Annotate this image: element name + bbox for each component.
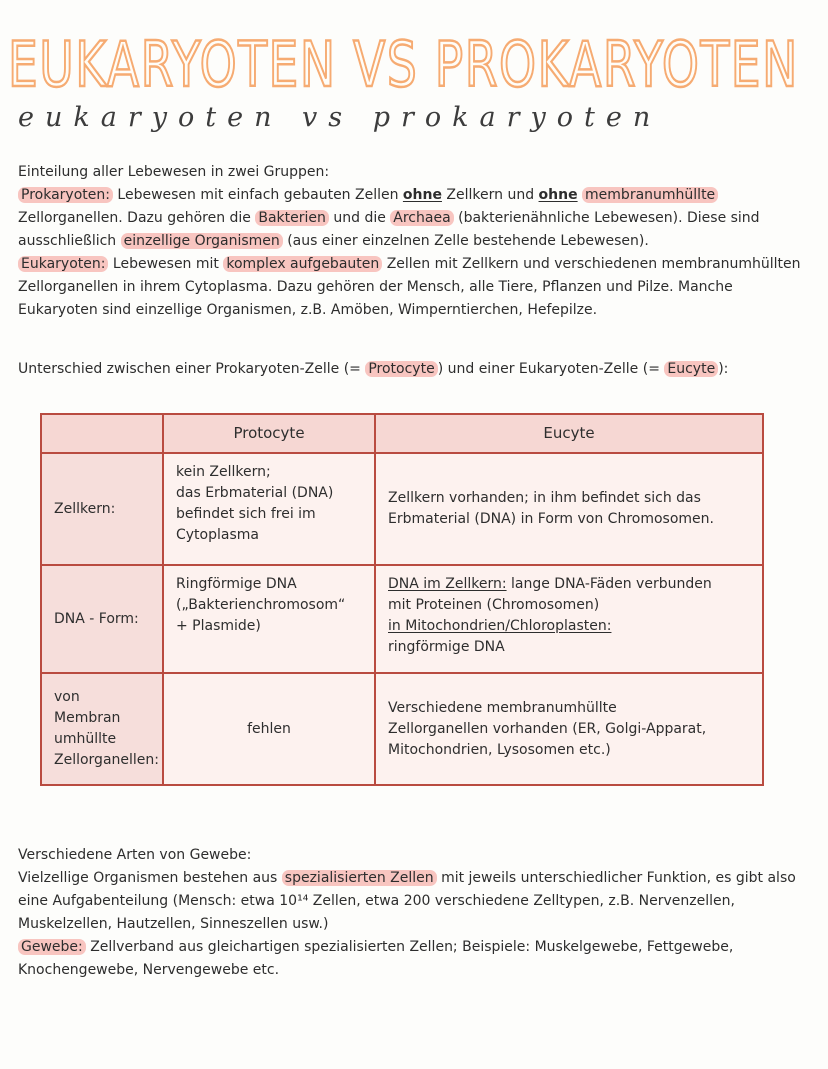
highlight-eucyte: Eucyte [664, 361, 718, 377]
row-label-dna-form: DNA - Form: [41, 565, 163, 673]
intro-heading: Einteilung aller Lebewesen in zwei Gruppen: [18, 164, 330, 180]
difference-section [18, 358, 812, 381]
text-segment: Lebewesen mit einfach gebauten Zellen [112, 187, 403, 203]
text-segment: mit jeweils unterschiedlicher Funktion, es gibt also eine Aufgabenteilung (Mensch: etwa 10¹⁴ Zellen, etwa 200 verschiedene Zelltypen, z.B. Nervenzellen, Muskelzellen, Hautzellen, Sinneszellen usw.) [18, 870, 796, 932]
cell-line: mit Proteinen (Chromosomen) [388, 597, 600, 613]
text-segment: (bakterienähnliche Lebewesen). Diese sind ausschließlich [18, 210, 760, 249]
cell-line: Erbmaterial (DNA) in Form von Chromosomen. [388, 511, 714, 527]
cell-eucyte-zellkern [375, 453, 763, 565]
highlight-gewebe: Gewebe: [18, 939, 86, 955]
highlight-archaea: Archaea [390, 210, 453, 226]
table-header-eucyte: Eucyte [375, 414, 763, 453]
text-segment: ) und einer Eukaryoten-Zelle (= [437, 361, 665, 377]
highlight-prokaryoten: Prokaryoten: [18, 187, 113, 203]
table-header-row [41, 414, 763, 453]
text-segment: Zellen mit Zellkern und verschiedenen membranumhüllten Zellorganellen in ihrem Cytoplasma. Dazu gehören der Mensch, alle Tiere, Pflanzen und Pilze. Manche Eukaryoten sind einzellige Organismen, z.B. Amöben, Wimperntierchen, Hefepilze. [18, 256, 801, 318]
table-header-empty [41, 414, 163, 453]
text-segment: Vielzellige Organismen bestehen aus [18, 870, 282, 886]
cell-line [388, 574, 750, 595]
cell-line: Zellorganellen: [54, 752, 159, 768]
cell-line: Ringförmige DNA [176, 576, 297, 592]
text-segment: Lebewesen mit [108, 256, 224, 272]
cell-eucyte-dna-form [375, 565, 763, 673]
cell-line: Zellorganellen vorhanden (ER, Golgi-Apparat, [388, 720, 707, 737]
cell-line: Mitochondrien, Lysosomen etc.) [388, 741, 611, 758]
cell-protocyte-zellkern [163, 453, 375, 565]
cell-line: Cytoplasma [176, 527, 259, 543]
row-label-zellorganellen [41, 673, 163, 785]
intro-section [18, 161, 812, 322]
page-title: EUKARYOTEN VS PROKARYOTEN [8, 28, 799, 101]
table-header-protocyte: Protocyte [163, 414, 375, 453]
gewebe-section [18, 844, 812, 982]
highlight-spezialisierte-zellen: spezialisierten Zellen [282, 870, 437, 886]
eukaryoten-paragraph [18, 253, 812, 322]
text-segment: lange DNA-Fäden verbunden [506, 576, 712, 592]
underline-dna-im-zellkern: DNA im Zellkern: [388, 576, 507, 592]
highlight-komplex-aufgebauten: komplex aufgebauten [223, 256, 382, 272]
cell-line: Zellkern vorhanden; in ihm befindet sich das [388, 490, 701, 506]
text-segment: Zellorganellen. Dazu gehören die [18, 210, 256, 226]
cell-line: das Erbmaterial (DNA) [176, 485, 334, 501]
gewebe-definition-paragraph [18, 936, 812, 982]
gewebe-heading: Verschiedene Arten von Gewebe: [18, 847, 252, 863]
difference-line [18, 358, 812, 381]
cell-eucyte-zellorganellen [375, 673, 763, 785]
text-segment: Zellkern und [441, 187, 539, 203]
table-row-dna-form [41, 565, 763, 673]
vielzellige-paragraph [18, 867, 812, 936]
text-segment: (aus einer einzelnen Zelle bestehende Lebewesen). [282, 233, 649, 249]
table-row-zellorganellen [41, 673, 763, 785]
highlight-bakterien: Bakterien [255, 210, 329, 226]
cell-line: ringförmige DNA [388, 639, 505, 655]
text-segment: Zellverband aus gleichartigen spezialisierten Zellen; Beispiele: Muskelgewebe, Fettgewebe, Knochengewebe, Nervengewebe etc. [18, 939, 734, 978]
title-block [0, 0, 828, 133]
underline-mitochondrien-chloroplasten: in Mitochondrien/Chloroplasten: [388, 618, 612, 634]
highlight-protocyte: Protocyte [365, 361, 437, 377]
underline-ohne-2: ohne [538, 187, 578, 203]
highlight-eukaryoten: Eukaryoten: [18, 256, 108, 272]
cell-line: kein Zellkern; [176, 464, 271, 480]
cell-protocyte-zellorganellen: fehlen [163, 673, 375, 785]
text-segment: ): [718, 361, 729, 377]
cell-line: + Plasmide) [176, 618, 261, 634]
cell-line: umhüllte [54, 731, 117, 747]
text-segment: Unterschied zwischen einer Prokaryoten-Zelle (= [18, 361, 366, 377]
underline-ohne-1: ohne [402, 187, 442, 203]
cell-line: Verschiedene membranumhüllte [388, 699, 617, 716]
cell-line: („Bakterienchromosom“ [176, 597, 346, 613]
comparison-table [40, 413, 764, 786]
row-label-zellkern: Zellkern: [41, 453, 163, 565]
table-row-zellkern [41, 453, 763, 565]
cell-line: befindet sich frei im [176, 506, 316, 522]
highlight-einzellige-organismen: einzellige Organismen [121, 233, 283, 249]
prokaryoten-paragraph [18, 184, 812, 253]
text-segment: und die [328, 210, 391, 226]
cell-protocyte-dna-form [163, 565, 375, 673]
page-subtitle: eukaryoten vs prokaryoten [18, 102, 662, 133]
highlight-membranumhuellte: membranumhüllte [582, 187, 718, 203]
cell-line: von Membran [54, 689, 121, 726]
